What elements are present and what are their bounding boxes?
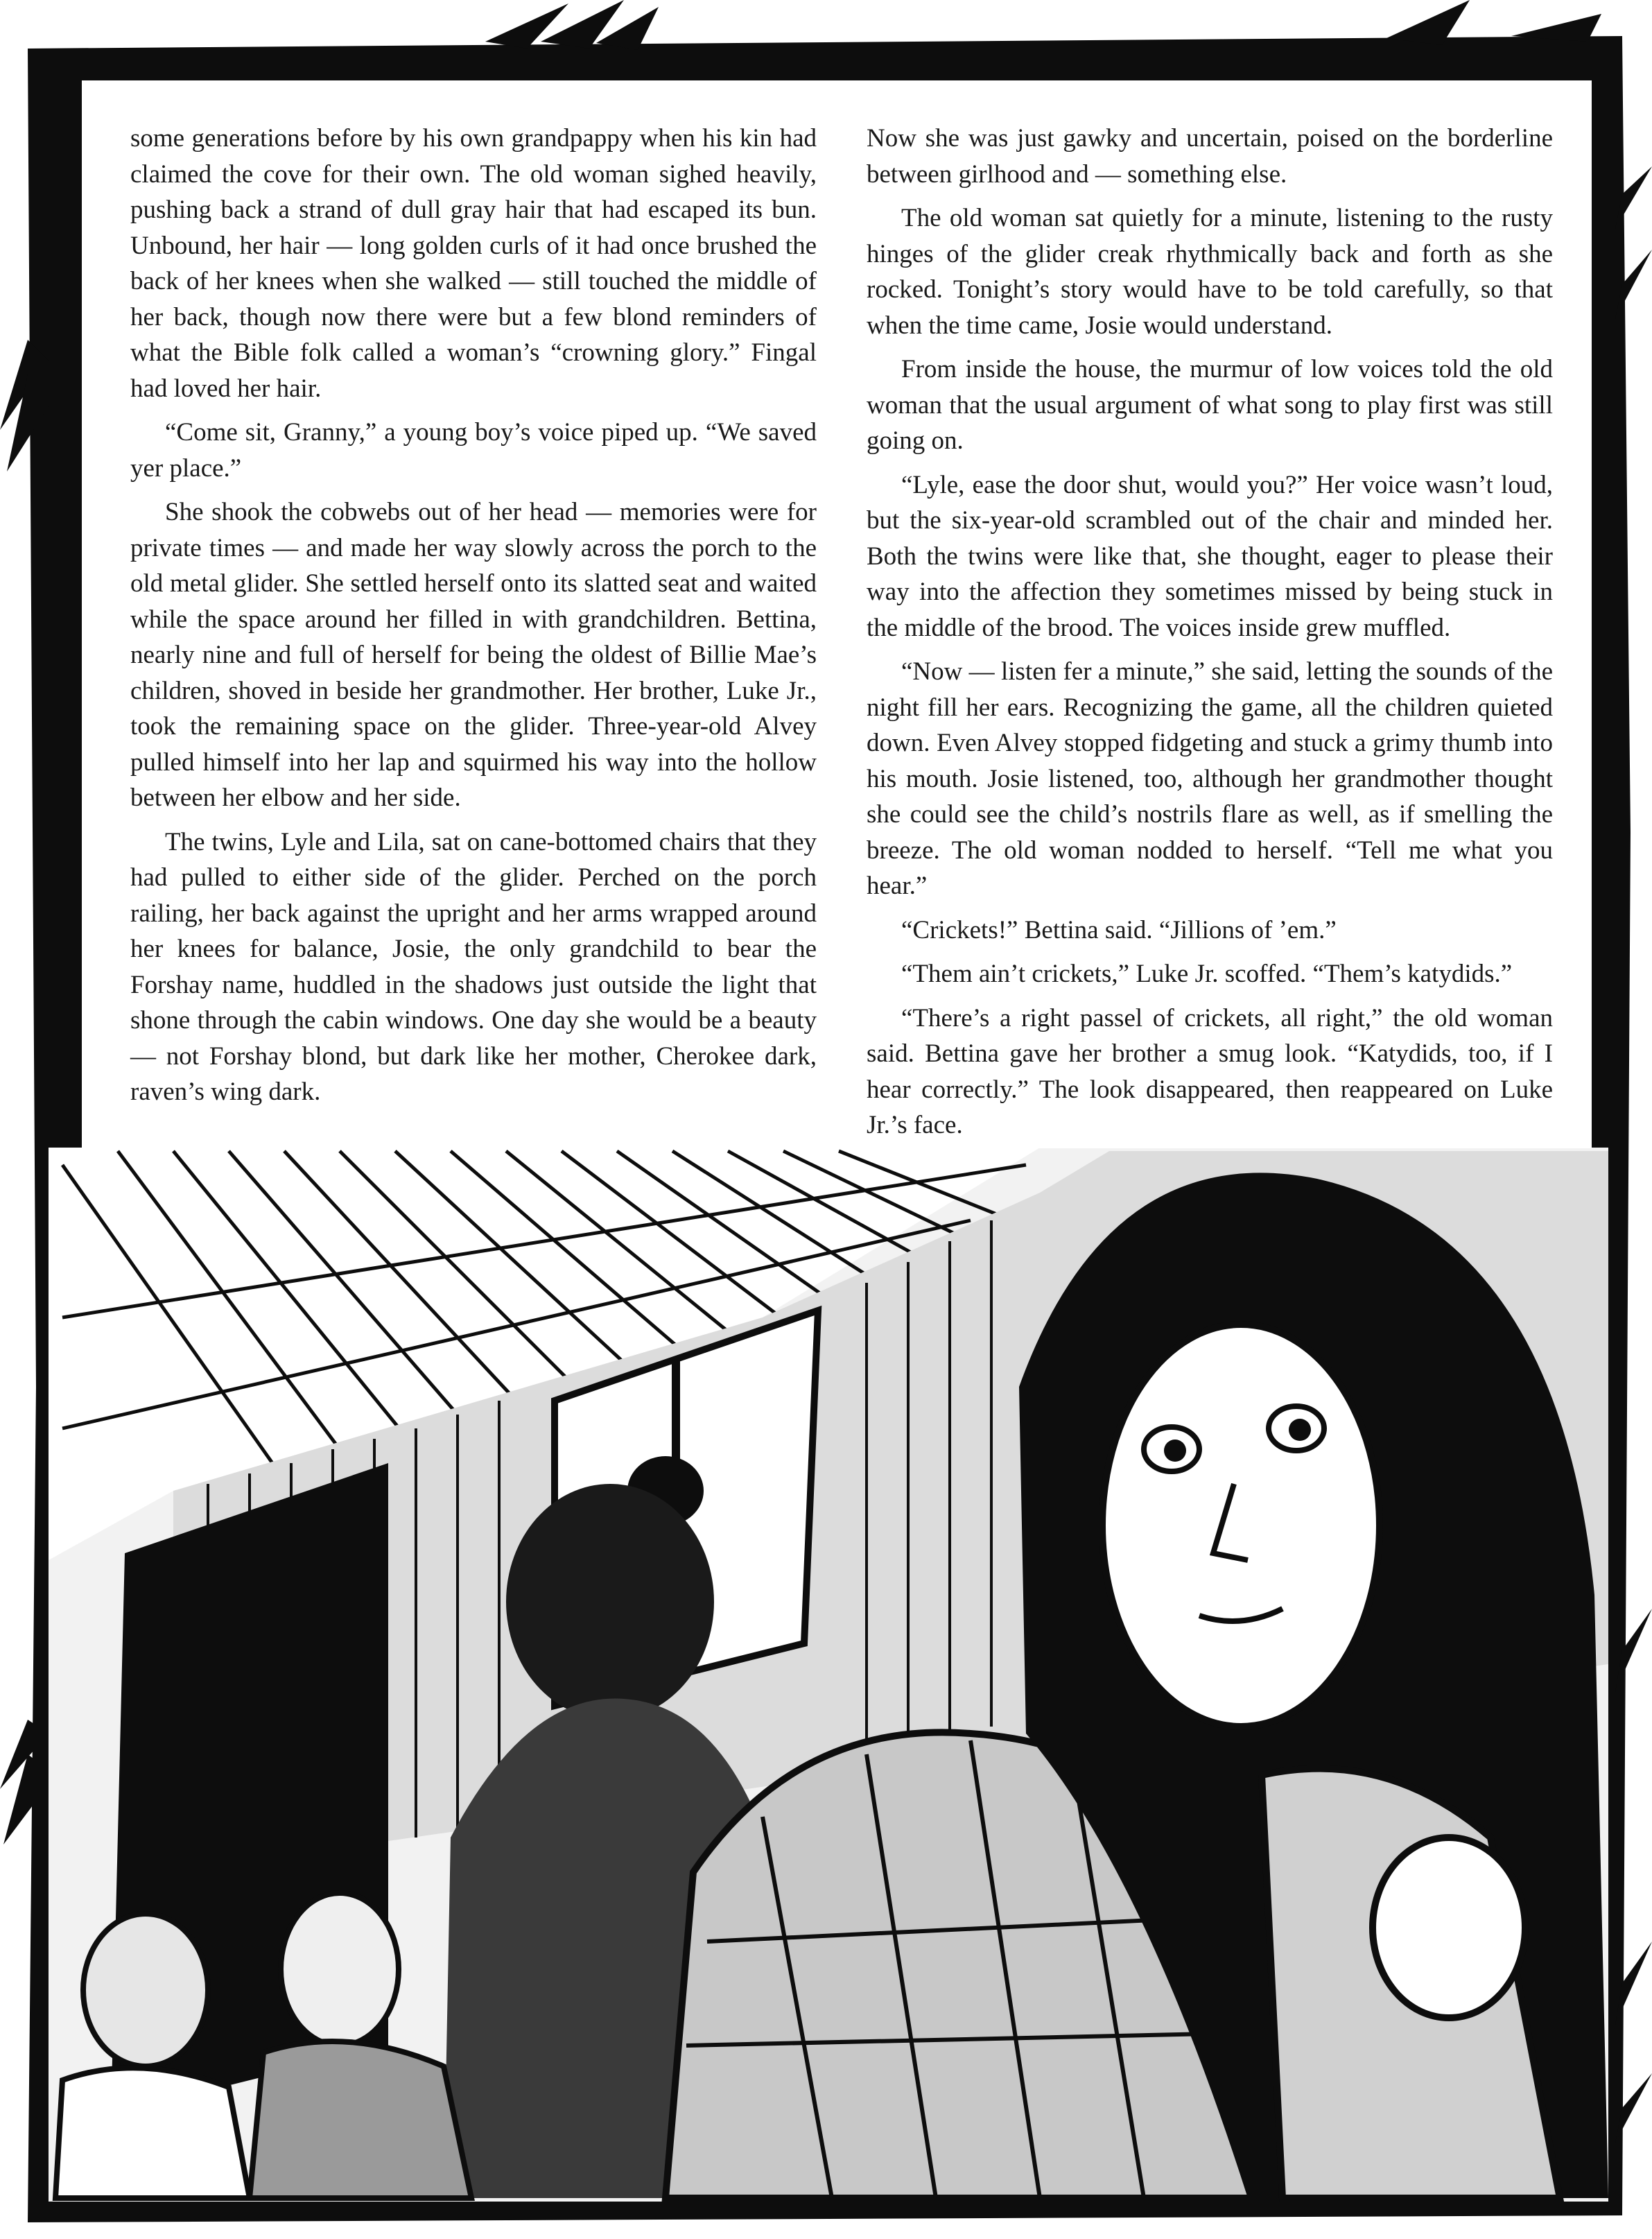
left-text-column: [130, 121, 817, 1118]
paragraph: “Come sit, Granny,” a young boy’s voice piped up. “We saved yer place.”: [130, 418, 817, 483]
paragraph: “Them ain’t crickets,” Luke Jr. scoffed. “Them’s katydids.”: [901, 960, 1513, 988]
paragraph: “Lyle, ease the door shut, would you?” Her voice wasn’t loud, but the six-year-old scrambled out of the chair and minded her. Both the twins were like that, she thought, eager to please their way into the affection they sometimes missed by being stuck in the middle of the brood. The voices inside grew muffled.: [867, 470, 1553, 642]
porch-illustration: [49, 1148, 1608, 2202]
paragraph: “There’s a right passel of crickets, all right,” the old woman said. Bettina gave her brother a smug look. “Katydids, too, if I hear correctly.” The look disappeared, then reappeared on Luke Jr.’s face.: [867, 1003, 1553, 1139]
paragraph: The twins, Lyle and Lila, sat on cane-bottomed chairs that they had pulled to either side of the glider. Perched on the porch railing, her back against the upright and her arms wrapped around her knees for balance, Josie, the only grandchild to bear the Forshay name, huddled in the shadows just outside the light that shone through the cabin windows. One day she would be a beauty — not Forshay blond, but dark like her mother, Cherokee dark, raven’s wing dark.: [130, 827, 817, 1106]
text-panel: [82, 80, 1592, 1148]
paragraph: “Crickets!” Bettina said. “Jillions of ’em.”: [901, 915, 1337, 944]
paragraph: From inside the house, the murmur of low voices told the old woman that the usual argument of what song to play first was still going on.: [867, 355, 1553, 455]
paragraph: some generations before by his own grandpappy when his kin had claimed the cove for their own. The old woman sighed heavily, pushing back a strand of dull gray hair that had escaped its bun. Unbound, her hair — long golden curls of it had once brushed the back of her knees when she walked — still touched the middle of her back, though now there were but a few blond reminders of what the Bible folk called a woman’s “crowning glory.” Fingal had loved her hair.: [130, 124, 817, 403]
right-text-column: [867, 121, 1553, 1152]
paragraph: “Now — listen fer a minute,” she said, letting the sounds of the night fill her ears. Recognizing the game, all the children quieted down. Even Alvey stopped fidgeting and stuck a grimy thumb into his mouth. Josie listened, too, although her grandmother thought she could see the child’s nostrils flare as well, as if smelling the breeze. The old woman nodded to herself. “Tell me what you hear.”: [867, 657, 1553, 900]
paragraph: Now she was just gawky and uncertain, poised on the borderline between girlhood and — something else.: [867, 124, 1553, 189]
paragraph: She shook the cobwebs out of her head — memories were for private times — and made her way slowly across the porch to the old metal glider. She settled herself onto its slatted seat and waited while the space around her filled in with grandchildren. Bettina, nearly nine and full of herself for being the oldest of Billie Mae’s children, shoved in beside her grandmother. Her brother, Luke Jr., took the remaining space on the glider. Three-year-old Alvey pulled himself into her lap and squirmed his way into the hollow between her elbow and her side.: [130, 498, 817, 812]
paragraph: The old woman sat quietly for a minute, listening to the rusty hinges of the glider creak rhythmically back and forth as she rocked. Tonight’s story would have to be told carefully, so that when the time came, Josie would understand.: [867, 204, 1553, 340]
hand: [1373, 1838, 1525, 2018]
